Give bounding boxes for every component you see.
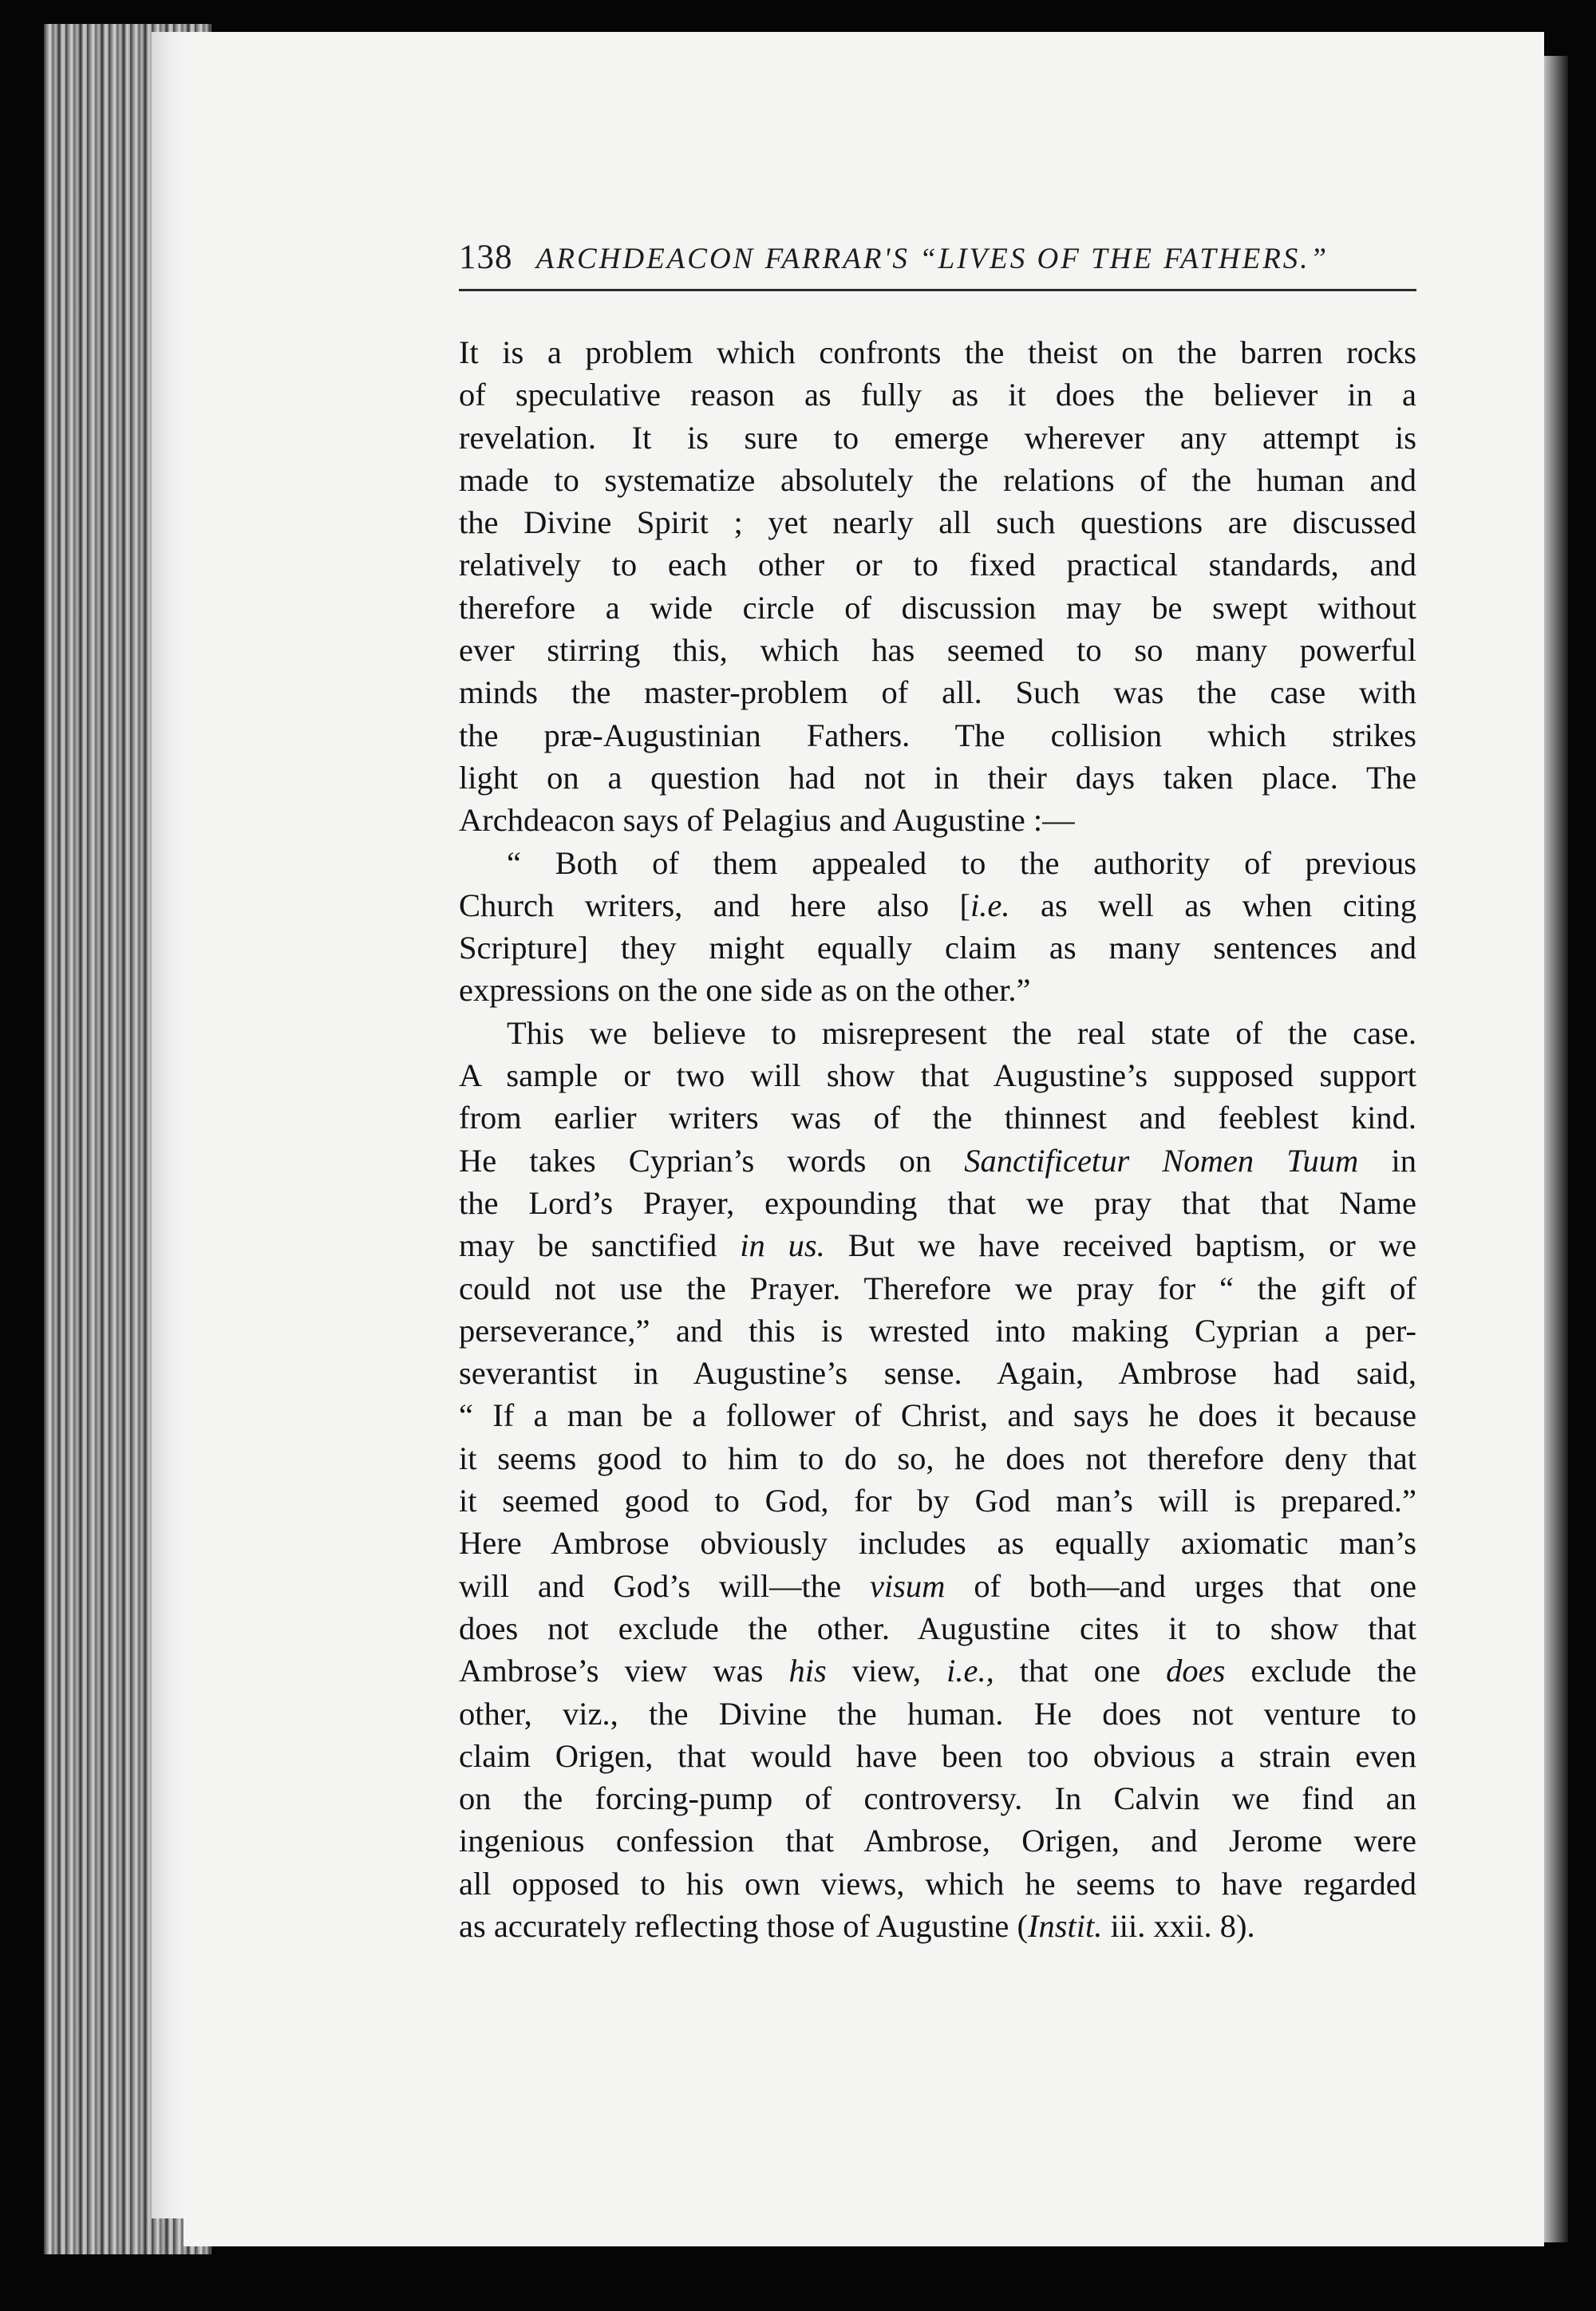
text-run: view, [826,1653,947,1689]
text-line [459,1607,1416,1649]
text-run: exclude the [1225,1653,1416,1689]
text-run: Ambrose’s view was [459,1653,789,1689]
text-line [459,799,1416,841]
text-run: from earlier writers was of the thinnest and feeblest kind. [459,1100,1416,1136]
italic-text: Instit. [1027,1907,1103,1944]
text-run: the Divine Spirit ; yet nearly all such questions are discussed [459,504,1416,541]
text-run: will and God’s will—the [459,1567,870,1604]
text-line [459,1054,1416,1096]
text-line [459,1693,1416,1735]
text-run: on the forcing-pump of controversy. In Calvin we find an [459,1780,1416,1817]
text-line [459,842,1416,884]
text-run: all opposed to his own views, which he seems to have regarded [459,1865,1416,1902]
text-line [459,1267,1416,1310]
text-run: iii. xxii. 8). [1102,1907,1255,1944]
italic-text: his [788,1653,827,1689]
italic-text: i.e., [946,1653,994,1689]
text-run: therefore a wide circle of discussion may be swept without [459,589,1416,626]
text-line [459,1565,1416,1607]
text-run: the præ-Augustinian Fathers. The collision which strikes [459,717,1416,753]
text-run: Scripture] they might equally claim as many sentences and [459,930,1416,966]
text-run: This we believe to misrepresent the real state of the case. [507,1014,1416,1051]
text-run: severantist in Augustine’s sense. Again, Ambrose had said, [459,1355,1416,1392]
text-line [459,1352,1416,1394]
text-line [459,1224,1416,1266]
italic-text: does [1166,1653,1226,1689]
text-line [459,501,1416,543]
text-run: that one [994,1653,1167,1689]
text-run: minds the master-problem of all. Such was the case with [459,674,1416,711]
paragraph [459,842,1416,1012]
text-line [459,714,1416,757]
text-run: other, viz., the Divine the human. He does not venture to [459,1695,1416,1732]
text-run: It is a problem which confronts the theist on the barren rocks [459,334,1416,370]
text-run: of both—and urges that one [945,1567,1416,1604]
text-line [459,1522,1416,1564]
text-line [459,671,1416,713]
text-line [459,1012,1416,1054]
paragraph [459,1012,1416,1948]
text-run: “ If a man be a follower of Christ, and says he does it because [459,1397,1416,1434]
italic-text: i.e. [970,887,1010,923]
italic-text: Sanctificetur Nomen Tuum [964,1142,1359,1179]
text-run: But we have received baptism, or we [824,1227,1416,1264]
text-line [459,969,1416,1011]
text-line [459,1479,1416,1522]
text-line [459,1437,1416,1479]
text-run: Archdeacon says of Pelagius and Augustine :— [459,802,1075,839]
text-line [459,1394,1416,1436]
italic-text: in us. [740,1227,825,1264]
text-run: could not use the Prayer. Therefore we pray for “ the gift of [459,1270,1416,1306]
page-right-edge-shadow [1544,56,1568,2242]
page-number: 138 [459,239,513,276]
text-line [459,1140,1416,1182]
text-run: relatively to each other or to fixed practical standards, and [459,547,1416,583]
text-run: it seemed good to God, for by God man’s will is prepared.” [459,1483,1416,1519]
text-run: Here Ambrose obviously includes as equally axiomatic man’s [459,1525,1416,1562]
text-line [459,1310,1416,1352]
text-run: made to systematize absolutely the relations of the human and [459,461,1416,498]
text-run: ingenious confession that Ambrose, Origen, and Jerome were [459,1823,1416,1859]
text-run: as well as when citing [1009,887,1416,923]
text-line [459,587,1416,629]
text-run: expressions on the one side as on the other.” [459,972,1031,1009]
text-run: light on a question had not in their days taken place. The [459,759,1416,796]
paragraph [459,331,1416,842]
text-run: does not exclude the other. Augustine cites it to show that [459,1610,1416,1646]
text-line [459,1182,1416,1224]
text-run: the Lord’s Prayer, expounding that we pray that that Name [459,1184,1416,1221]
text-run: as accurately reflecting those of Augustine ( [459,1907,1028,1944]
text-line [459,1819,1416,1862]
text-run: “ Both of them appealed to the authority of previous [507,844,1416,881]
body-text [459,331,1416,1947]
text-line [459,543,1416,586]
text-line [459,629,1416,671]
text-line [459,884,1416,926]
text-line [459,757,1416,799]
text-line [459,1863,1416,1905]
text-line [459,1777,1416,1819]
text-line [459,373,1416,416]
text-run: in [1358,1142,1416,1179]
text-run: He takes Cyprian’s words on [459,1142,965,1179]
text-run: ever stirring this, which has seemed to so many powerful [459,632,1416,669]
running-head [459,238,1416,286]
text-run: Church writers, and here also [ [459,887,971,923]
text-line [459,1735,1416,1777]
text-line [459,926,1416,969]
text-run: of speculative reason as fully as it does the believer in a [459,377,1416,413]
text-line [459,1905,1416,1947]
italic-text: visum [869,1567,946,1604]
header-rule [459,289,1416,291]
text-run: A sample or two will show that Augustine’s supposed support [459,1057,1416,1094]
text-line [459,417,1416,459]
text-run: revelation. It is sure to emerge wherever any attempt is [459,419,1416,456]
text-line [459,459,1416,501]
running-title: ARCHDEACON FARRAR'S “LIVES OF THE FATHERS.” [535,243,1329,275]
text-line [459,1649,1416,1692]
text-line [459,1096,1416,1139]
text-line [459,331,1416,373]
text-run: may be sanctified [459,1227,741,1264]
text-run: perseverance,” and this is wrested into making Cyprian a per- [459,1312,1416,1349]
text-run: claim Origen, that would have been too obvious a strain even [459,1737,1416,1774]
text-run: it seems good to him to do so, he does not therefore deny that [459,1440,1416,1476]
book-gutter [152,32,184,2218]
